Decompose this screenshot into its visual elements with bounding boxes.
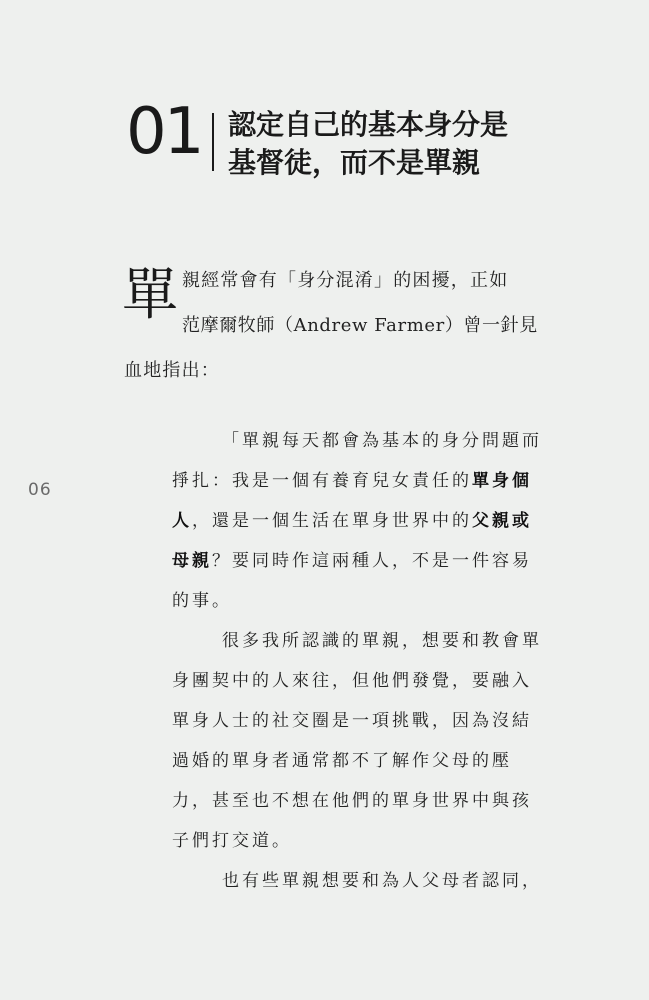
quote-emphasis-father-or: 父親或 xyxy=(472,511,532,531)
drop-cap: 單 xyxy=(122,263,178,328)
quote-line-5: 的事。 xyxy=(172,591,232,611)
quote-line-2 xyxy=(172,473,532,490)
quote-line-3-text: ，還是一個生活在單身世界中的 xyxy=(192,511,472,531)
quote-emphasis-person: 人 xyxy=(172,511,192,531)
chapter-number: 01 xyxy=(126,95,202,169)
quote-line-4-text: ？要同時作這兩種人，不是一件容易 xyxy=(212,551,532,571)
quote-line-1: 「單親每天都會為基本的身分問題而 xyxy=(222,431,542,451)
chapter-title-line-2: 基督徒，而不是單親 xyxy=(228,146,481,179)
intro-line-2: 范摩爾牧師（Andrew Farmer）曾一針見 xyxy=(182,315,538,336)
quote-line-12: 也有些單親想要和為人父母者認同， xyxy=(222,871,542,891)
page-number: 06 xyxy=(28,480,52,500)
quote-emphasis-single-person: 單身個 xyxy=(472,471,532,491)
quote-line-2-text: 掙扎：我是一個有養育兒女責任的 xyxy=(172,471,472,491)
quote-line-11: 子們打交道。 xyxy=(172,831,292,851)
chapter-divider xyxy=(212,113,214,171)
quote-line-3 xyxy=(172,513,532,530)
quote-line-8: 單身人士的社交圈是一項挑戰，因為沒結 xyxy=(172,711,532,731)
quote-line-10: 力，甚至也不想在他們的單身世界中與孩 xyxy=(172,791,532,811)
chapter-title-line-1: 認定自己的基本身分是 xyxy=(228,108,509,141)
quote-line-7: 身團契中的人來往，但他們發覺，要融入 xyxy=(172,671,532,691)
quote-line-4 xyxy=(172,553,532,570)
intro-line-3: 血地指出： xyxy=(124,360,220,381)
quote-line-6: 很多我所認識的單親，想要和教會單 xyxy=(222,631,542,651)
quote-emphasis-mother: 母親 xyxy=(172,551,212,571)
quote-line-9: 過婚的單身者通常都不了解作父母的壓 xyxy=(172,751,512,771)
chapter-title xyxy=(228,106,508,182)
intro-line-1: 親經常會有「身分混淆」的困擾，正如 xyxy=(182,270,509,291)
